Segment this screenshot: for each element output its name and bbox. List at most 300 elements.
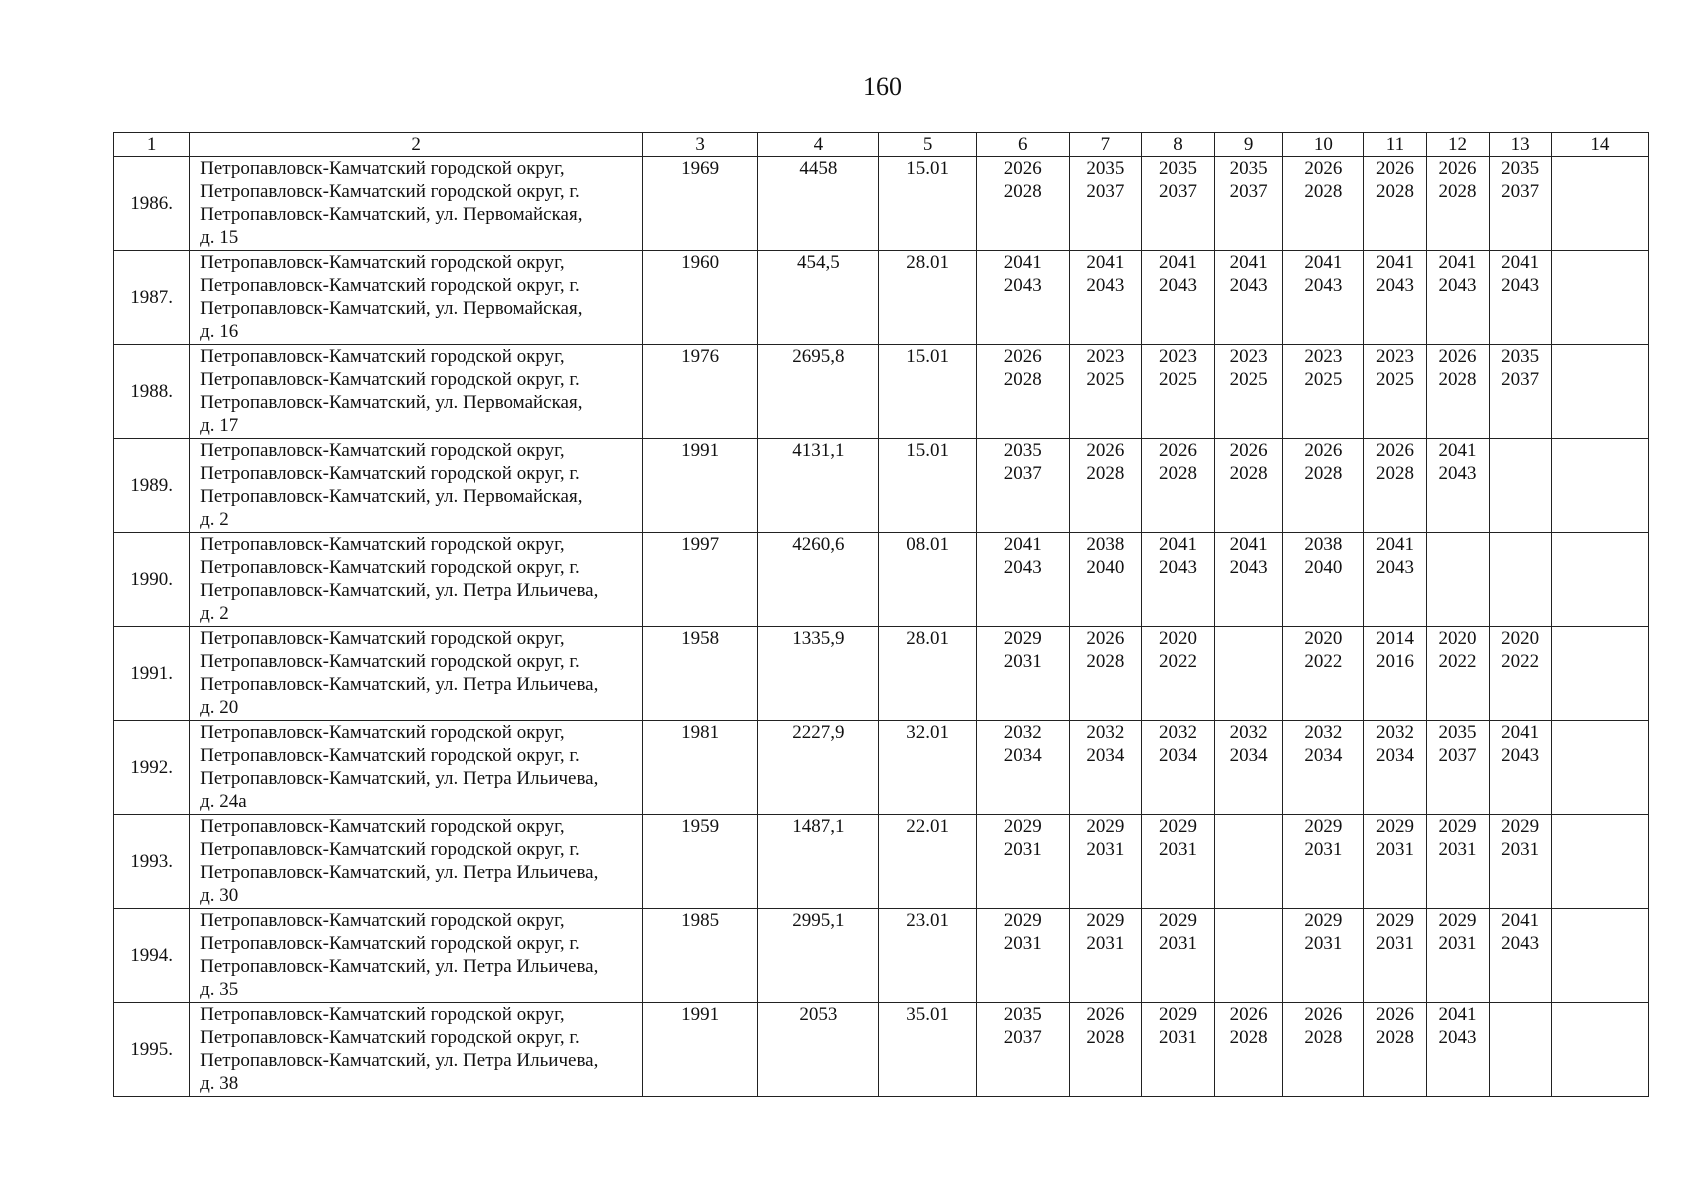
column-header-8: 8: [1141, 133, 1214, 157]
column-header-1: 1: [114, 133, 190, 157]
column-header-9: 9: [1215, 133, 1283, 157]
period-end-year: 2022: [1438, 651, 1477, 672]
area-cell: 4131,1: [758, 439, 879, 533]
row-number: 1986.: [114, 157, 190, 251]
period-cell-col-9: [1215, 345, 1283, 439]
period-end-year: 2043: [1438, 1027, 1477, 1048]
code-cell: 28.01: [879, 627, 976, 721]
address-line: Петропавловск-Камчатский, ул. Первомайская,: [200, 204, 583, 225]
table-row: [114, 345, 1649, 439]
period-start-year: 2041: [1375, 534, 1414, 555]
period-start-year: 2035: [1159, 158, 1198, 179]
area-cell: 1487,1: [758, 815, 879, 909]
period-end-year: 2043: [1229, 275, 1268, 296]
period-end-year: 2031: [1438, 933, 1477, 954]
column-header-3: 3: [643, 133, 758, 157]
address-line: Петропавловск-Камчатский городской округ, г.: [200, 275, 580, 296]
address-line: Петропавловск-Камчатский городской округ,: [200, 440, 565, 461]
address-cell: [190, 1003, 643, 1097]
period-start-year: 2029: [1003, 816, 1042, 837]
period-end-year: 2037: [1003, 1027, 1042, 1048]
period-end-year: 2043: [1501, 275, 1540, 296]
period-start-year: 2029: [1438, 816, 1477, 837]
period-cell-col-10: [1283, 251, 1364, 345]
address-line: Петропавловск-Камчатский городской округ, г.: [200, 369, 580, 390]
period-cell-col-9: [1215, 815, 1283, 909]
code-cell: 35.01: [879, 1003, 976, 1097]
period-end-year: 2043: [1438, 275, 1477, 296]
period-start-year: 2020: [1501, 628, 1540, 649]
period-start-year: 2041: [1159, 534, 1198, 555]
period-cell-col-13: [1489, 439, 1551, 533]
period-end-year: 2028: [1086, 1027, 1125, 1048]
period-start-year: 2029: [1003, 628, 1042, 649]
period-cell-col-12: [1426, 1003, 1489, 1097]
page-number: 160: [863, 72, 902, 101]
address-line: Петропавловск-Камчатский городской округ, г.: [200, 181, 580, 202]
period-cell-col-8: [1141, 157, 1214, 251]
code-cell: 32.01: [879, 721, 976, 815]
period-end-year: 2025: [1229, 369, 1268, 390]
column-header-7: 7: [1069, 133, 1141, 157]
address-line: Петропавловск-Камчатский городской округ, г.: [200, 651, 580, 672]
column-header-10: 10: [1283, 133, 1364, 157]
period-cell-col-13: [1489, 1003, 1551, 1097]
period-start-year: 2026: [1229, 1004, 1268, 1025]
period-start-year: 2038: [1086, 534, 1125, 555]
period-end-year: 2043: [1003, 275, 1042, 296]
period-start-year: 2026: [1229, 440, 1268, 461]
column-header-12: 12: [1426, 133, 1489, 157]
address-line: Петропавловск-Камчатский городской округ, г.: [200, 463, 580, 484]
period-start-year: 2023: [1086, 346, 1125, 367]
period-cell-col-7: [1069, 1003, 1141, 1097]
period-start-year: 2041: [1304, 252, 1343, 273]
address-line: Петропавловск-Камчатский городской округ,: [200, 346, 565, 367]
address-line: Петропавловск-Камчатский городской округ, г.: [200, 557, 580, 578]
period-cell-col-9: [1215, 721, 1283, 815]
address-line: Петропавловск-Камчатский городской округ,: [200, 158, 565, 179]
period-cell-col-11: [1364, 815, 1426, 909]
row-number: 1988.: [114, 345, 190, 439]
address-line: д. 20: [200, 697, 239, 718]
area-cell: 1335,9: [758, 627, 879, 721]
address-line: д. 2: [200, 509, 229, 530]
address-cell: [190, 439, 643, 533]
period-start-year: 2035: [1501, 346, 1540, 367]
period-cell-col-6: [976, 1003, 1069, 1097]
address-cell: [190, 251, 643, 345]
period-start-year: 2041: [1003, 252, 1042, 273]
period-cell-col-8: [1141, 345, 1214, 439]
period-end-year: 2031: [1086, 933, 1125, 954]
period-cell-col-8: [1141, 721, 1214, 815]
period-cell-col-8: [1141, 1003, 1214, 1097]
period-cell-col-12: [1426, 157, 1489, 251]
period-cell-col-14: [1551, 439, 1648, 533]
period-start-year: 2020: [1304, 628, 1343, 649]
address-line: Петропавловск-Камчатский городской округ,: [200, 1004, 565, 1025]
period-cell-col-8: [1141, 251, 1214, 345]
period-cell-col-6: [976, 909, 1069, 1003]
period-cell-col-14: [1551, 251, 1648, 345]
period-start-year: 2026: [1086, 628, 1125, 649]
period-end-year: 2031: [1501, 839, 1540, 860]
period-end-year: 2040: [1086, 557, 1125, 578]
period-end-year: 2034: [1304, 745, 1343, 766]
period-end-year: 2028: [1086, 651, 1125, 672]
period-end-year: 2028: [1304, 1027, 1343, 1048]
row-number: 1989.: [114, 439, 190, 533]
period-cell-col-9: [1215, 627, 1283, 721]
period-cell-col-13: [1489, 251, 1551, 345]
year-cell: 1969: [643, 157, 758, 251]
period-cell-col-10: [1283, 345, 1364, 439]
period-start-year: 2041: [1438, 440, 1477, 461]
period-cell-col-10: [1283, 909, 1364, 1003]
address-line: Петропавловск-Камчатский, ул. Первомайская,: [200, 392, 583, 413]
address-cell: [190, 157, 643, 251]
period-start-year: 2041: [1501, 910, 1540, 931]
period-cell-col-11: [1364, 533, 1426, 627]
period-start-year: 2035: [1438, 722, 1477, 743]
period-cell-col-14: [1551, 815, 1648, 909]
period-cell-col-7: [1069, 251, 1141, 345]
period-start-year: 2032: [1159, 722, 1198, 743]
period-cell-col-12: [1426, 251, 1489, 345]
period-start-year: 2026: [1375, 1004, 1414, 1025]
table-row: [114, 1003, 1649, 1097]
address-line: Петропавловск-Камчатский городской округ,: [200, 252, 565, 273]
period-end-year: 2028: [1003, 369, 1042, 390]
year-cell: 1960: [643, 251, 758, 345]
table-row: [114, 721, 1649, 815]
period-cell-col-7: [1069, 909, 1141, 1003]
row-number: 1993.: [114, 815, 190, 909]
year-cell: 1976: [643, 345, 758, 439]
period-end-year: 2028: [1375, 181, 1414, 202]
period-start-year: 2020: [1438, 628, 1477, 649]
period-cell-col-7: [1069, 345, 1141, 439]
period-end-year: 2037: [1086, 181, 1125, 202]
period-start-year: 2026: [1086, 440, 1125, 461]
period-cell-col-11: [1364, 157, 1426, 251]
period-start-year: 2029: [1501, 816, 1540, 837]
period-start-year: 2026: [1304, 440, 1343, 461]
year-cell: 1985: [643, 909, 758, 1003]
data-table: [113, 132, 1649, 1097]
period-start-year: 2032: [1304, 722, 1343, 743]
period-start-year: 2026: [1375, 158, 1414, 179]
code-cell: 15.01: [879, 439, 976, 533]
period-cell-col-6: [976, 251, 1069, 345]
period-cell-col-12: [1426, 909, 1489, 1003]
period-start-year: 2041: [1375, 252, 1414, 273]
period-end-year: 2043: [1375, 557, 1414, 578]
period-start-year: 2023: [1304, 346, 1343, 367]
period-start-year: 2032: [1086, 722, 1125, 743]
period-start-year: 2032: [1229, 722, 1268, 743]
period-cell-col-11: [1364, 439, 1426, 533]
table-row: [114, 909, 1649, 1003]
period-cell-col-12: [1426, 345, 1489, 439]
period-start-year: 2029: [1375, 816, 1414, 837]
period-end-year: 2034: [1229, 745, 1268, 766]
period-cell-col-13: [1489, 627, 1551, 721]
address-line: д. 17: [200, 415, 239, 436]
period-cell-col-12: [1426, 815, 1489, 909]
period-start-year: 2029: [1304, 910, 1343, 931]
period-end-year: 2043: [1159, 275, 1198, 296]
period-end-year: 2034: [1159, 745, 1198, 766]
period-end-year: 2043: [1159, 557, 1198, 578]
row-number: 1992.: [114, 721, 190, 815]
period-start-year: 2026: [1304, 158, 1343, 179]
period-end-year: 2031: [1159, 1027, 1198, 1048]
period-start-year: 2023: [1159, 346, 1198, 367]
period-end-year: 2022: [1159, 651, 1198, 672]
address-line: д. 15: [200, 227, 239, 248]
period-cell-col-11: [1364, 251, 1426, 345]
table-row: [114, 533, 1649, 627]
address-line: Петропавловск-Камчатский, ул. Петра Ильичева,: [200, 862, 599, 883]
period-end-year: 2034: [1003, 745, 1042, 766]
period-end-year: 2028: [1159, 463, 1198, 484]
period-end-year: 2031: [1375, 839, 1414, 860]
period-start-year: 2029: [1159, 1004, 1198, 1025]
period-end-year: 2031: [1086, 839, 1125, 860]
period-end-year: 2037: [1438, 745, 1477, 766]
period-cell-col-7: [1069, 533, 1141, 627]
period-start-year: 2035: [1229, 158, 1268, 179]
period-start-year: 2038: [1304, 534, 1343, 555]
period-cell-col-6: [976, 439, 1069, 533]
period-cell-col-9: [1215, 1003, 1283, 1097]
area-cell: 2053: [758, 1003, 879, 1097]
period-cell-col-6: [976, 721, 1069, 815]
period-start-year: 2029: [1159, 910, 1198, 931]
period-cell-col-12: [1426, 627, 1489, 721]
header-row: [114, 133, 1649, 157]
period-cell-col-9: [1215, 157, 1283, 251]
address-line: Петропавловск-Камчатский, ул. Первомайская,: [200, 298, 583, 319]
row-number: 1995.: [114, 1003, 190, 1097]
period-start-year: 2032: [1003, 722, 1042, 743]
table-row: [114, 251, 1649, 345]
period-end-year: 2043: [1003, 557, 1042, 578]
period-end-year: 2028: [1438, 181, 1477, 202]
period-end-year: 2040: [1304, 557, 1343, 578]
period-cell-col-13: [1489, 909, 1551, 1003]
table-row: [114, 157, 1649, 251]
period-start-year: 2035: [1086, 158, 1125, 179]
period-cell-col-7: [1069, 157, 1141, 251]
period-start-year: 2041: [1159, 252, 1198, 273]
period-start-year: 2026: [1003, 346, 1042, 367]
period-cell-col-14: [1551, 345, 1648, 439]
table-row: [114, 627, 1649, 721]
row-number: 1990.: [114, 533, 190, 627]
period-cell-col-13: [1489, 721, 1551, 815]
period-end-year: 2043: [1501, 745, 1540, 766]
period-start-year: 2026: [1159, 440, 1198, 461]
period-cell-col-13: [1489, 345, 1551, 439]
period-cell-col-10: [1283, 157, 1364, 251]
period-cell-col-8: [1141, 815, 1214, 909]
period-start-year: 2023: [1229, 346, 1268, 367]
row-number: 1994.: [114, 909, 190, 1003]
address-cell: [190, 627, 643, 721]
period-end-year: 2043: [1438, 463, 1477, 484]
period-start-year: 2032: [1375, 722, 1414, 743]
period-start-year: 2026: [1438, 158, 1477, 179]
period-end-year: 2028: [1375, 1027, 1414, 1048]
period-end-year: 2028: [1086, 463, 1125, 484]
address-line: Петропавловск-Камчатский, ул. Петра Ильичева,: [200, 674, 599, 695]
period-cell-col-14: [1551, 627, 1648, 721]
period-end-year: 2031: [1003, 651, 1042, 672]
period-start-year: 2026: [1086, 1004, 1125, 1025]
period-cell-col-10: [1283, 721, 1364, 815]
address-line: Петропавловск-Камчатский, ул. Петра Ильичева,: [200, 956, 599, 977]
period-end-year: 2016: [1375, 651, 1414, 672]
address-line: Петропавловск-Камчатский городской округ, г.: [200, 933, 580, 954]
period-start-year: 2026: [1003, 158, 1042, 179]
period-cell-col-6: [976, 815, 1069, 909]
column-header-2: 2: [190, 133, 643, 157]
period-end-year: 2025: [1375, 369, 1414, 390]
period-start-year: 2035: [1003, 440, 1042, 461]
period-cell-col-6: [976, 345, 1069, 439]
period-cell-col-11: [1364, 721, 1426, 815]
year-cell: 1959: [643, 815, 758, 909]
column-header-13: 13: [1489, 133, 1551, 157]
period-start-year: 2029: [1375, 910, 1414, 931]
code-cell: 15.01: [879, 345, 976, 439]
period-end-year: 2025: [1304, 369, 1343, 390]
year-cell: 1991: [643, 439, 758, 533]
period-end-year: 2031: [1375, 933, 1414, 954]
code-cell: 23.01: [879, 909, 976, 1003]
period-cell-col-7: [1069, 721, 1141, 815]
address-line: д. 16: [200, 321, 239, 342]
period-cell-col-10: [1283, 815, 1364, 909]
period-cell-col-9: [1215, 251, 1283, 345]
period-start-year: 2041: [1086, 252, 1125, 273]
period-end-year: 2043: [1375, 275, 1414, 296]
period-start-year: 2014: [1375, 628, 1414, 649]
period-end-year: 2028: [1229, 463, 1268, 484]
column-header-14: 14: [1551, 133, 1648, 157]
period-cell-col-11: [1364, 909, 1426, 1003]
period-end-year: 2028: [1304, 463, 1343, 484]
row-number: 1991.: [114, 627, 190, 721]
period-cell-col-8: [1141, 627, 1214, 721]
period-end-year: 2025: [1086, 369, 1125, 390]
period-end-year: 2025: [1159, 369, 1198, 390]
period-end-year: 2031: [1003, 933, 1042, 954]
period-cell-col-14: [1551, 1003, 1648, 1097]
row-number: 1987.: [114, 251, 190, 345]
code-cell: 28.01: [879, 251, 976, 345]
period-cell-col-11: [1364, 627, 1426, 721]
period-end-year: 2037: [1003, 463, 1042, 484]
period-end-year: 2034: [1375, 745, 1414, 766]
period-start-year: 2041: [1438, 252, 1477, 273]
address-line: Петропавловск-Камчатский городской округ,: [200, 910, 565, 931]
period-start-year: 2041: [1229, 252, 1268, 273]
column-header-5: 5: [879, 133, 976, 157]
year-cell: 1997: [643, 533, 758, 627]
period-end-year: 2037: [1501, 369, 1540, 390]
period-end-year: 2028: [1304, 181, 1343, 202]
address-line: д. 30: [200, 885, 239, 906]
period-start-year: 2035: [1003, 1004, 1042, 1025]
address-cell: [190, 909, 643, 1003]
period-start-year: 2029: [1086, 816, 1125, 837]
address-line: д. 38: [200, 1073, 239, 1094]
period-start-year: 2026: [1375, 440, 1414, 461]
period-end-year: 2037: [1501, 181, 1540, 202]
code-cell: 08.01: [879, 533, 976, 627]
period-cell-col-14: [1551, 721, 1648, 815]
address-line: Петропавловск-Камчатский городской округ,: [200, 628, 565, 649]
period-cell-col-11: [1364, 345, 1426, 439]
period-start-year: 2029: [1438, 910, 1477, 931]
period-cell-col-10: [1283, 627, 1364, 721]
period-cell-col-9: [1215, 533, 1283, 627]
period-end-year: 2031: [1438, 839, 1477, 860]
address-cell: [190, 721, 643, 815]
period-cell-col-10: [1283, 533, 1364, 627]
address-line: д. 24а: [200, 791, 247, 812]
table-row: [114, 815, 1649, 909]
address-line: Петропавловск-Камчатский, ул. Петра Ильичева,: [200, 1050, 599, 1071]
period-start-year: 2023: [1375, 346, 1414, 367]
period-end-year: 2034: [1086, 745, 1125, 766]
period-cell-col-11: [1364, 1003, 1426, 1097]
period-end-year: 2043: [1229, 557, 1268, 578]
address-line: Петропавловск-Камчатский городской округ, г.: [200, 839, 580, 860]
period-cell-col-7: [1069, 815, 1141, 909]
address-line: Петропавловск-Камчатский, ул. Петра Ильичева,: [200, 580, 599, 601]
period-cell-col-12: [1426, 533, 1489, 627]
area-cell: 4458: [758, 157, 879, 251]
period-end-year: 2031: [1159, 839, 1198, 860]
period-cell-col-7: [1069, 439, 1141, 533]
address-cell: [190, 533, 643, 627]
area-cell: 2227,9: [758, 721, 879, 815]
period-end-year: 2028: [1003, 181, 1042, 202]
column-header-11: 11: [1364, 133, 1426, 157]
period-end-year: 2031: [1304, 933, 1343, 954]
period-end-year: 2031: [1003, 839, 1042, 860]
column-header-4: 4: [758, 133, 879, 157]
period-end-year: 2022: [1304, 651, 1343, 672]
period-cell-col-14: [1551, 909, 1648, 1003]
address-line: Петропавловск-Камчатский городской округ,: [200, 534, 565, 555]
period-start-year: 2029: [1086, 910, 1125, 931]
period-start-year: 2029: [1304, 816, 1343, 837]
period-cell-col-12: [1426, 439, 1489, 533]
period-start-year: 2041: [1501, 252, 1540, 273]
period-end-year: 2022: [1501, 651, 1540, 672]
period-end-year: 2043: [1086, 275, 1125, 296]
address-line: Петропавловск-Камчатский городской округ, г.: [200, 745, 580, 766]
year-cell: 1958: [643, 627, 758, 721]
period-end-year: 2028: [1229, 1027, 1268, 1048]
area-cell: 2695,8: [758, 345, 879, 439]
